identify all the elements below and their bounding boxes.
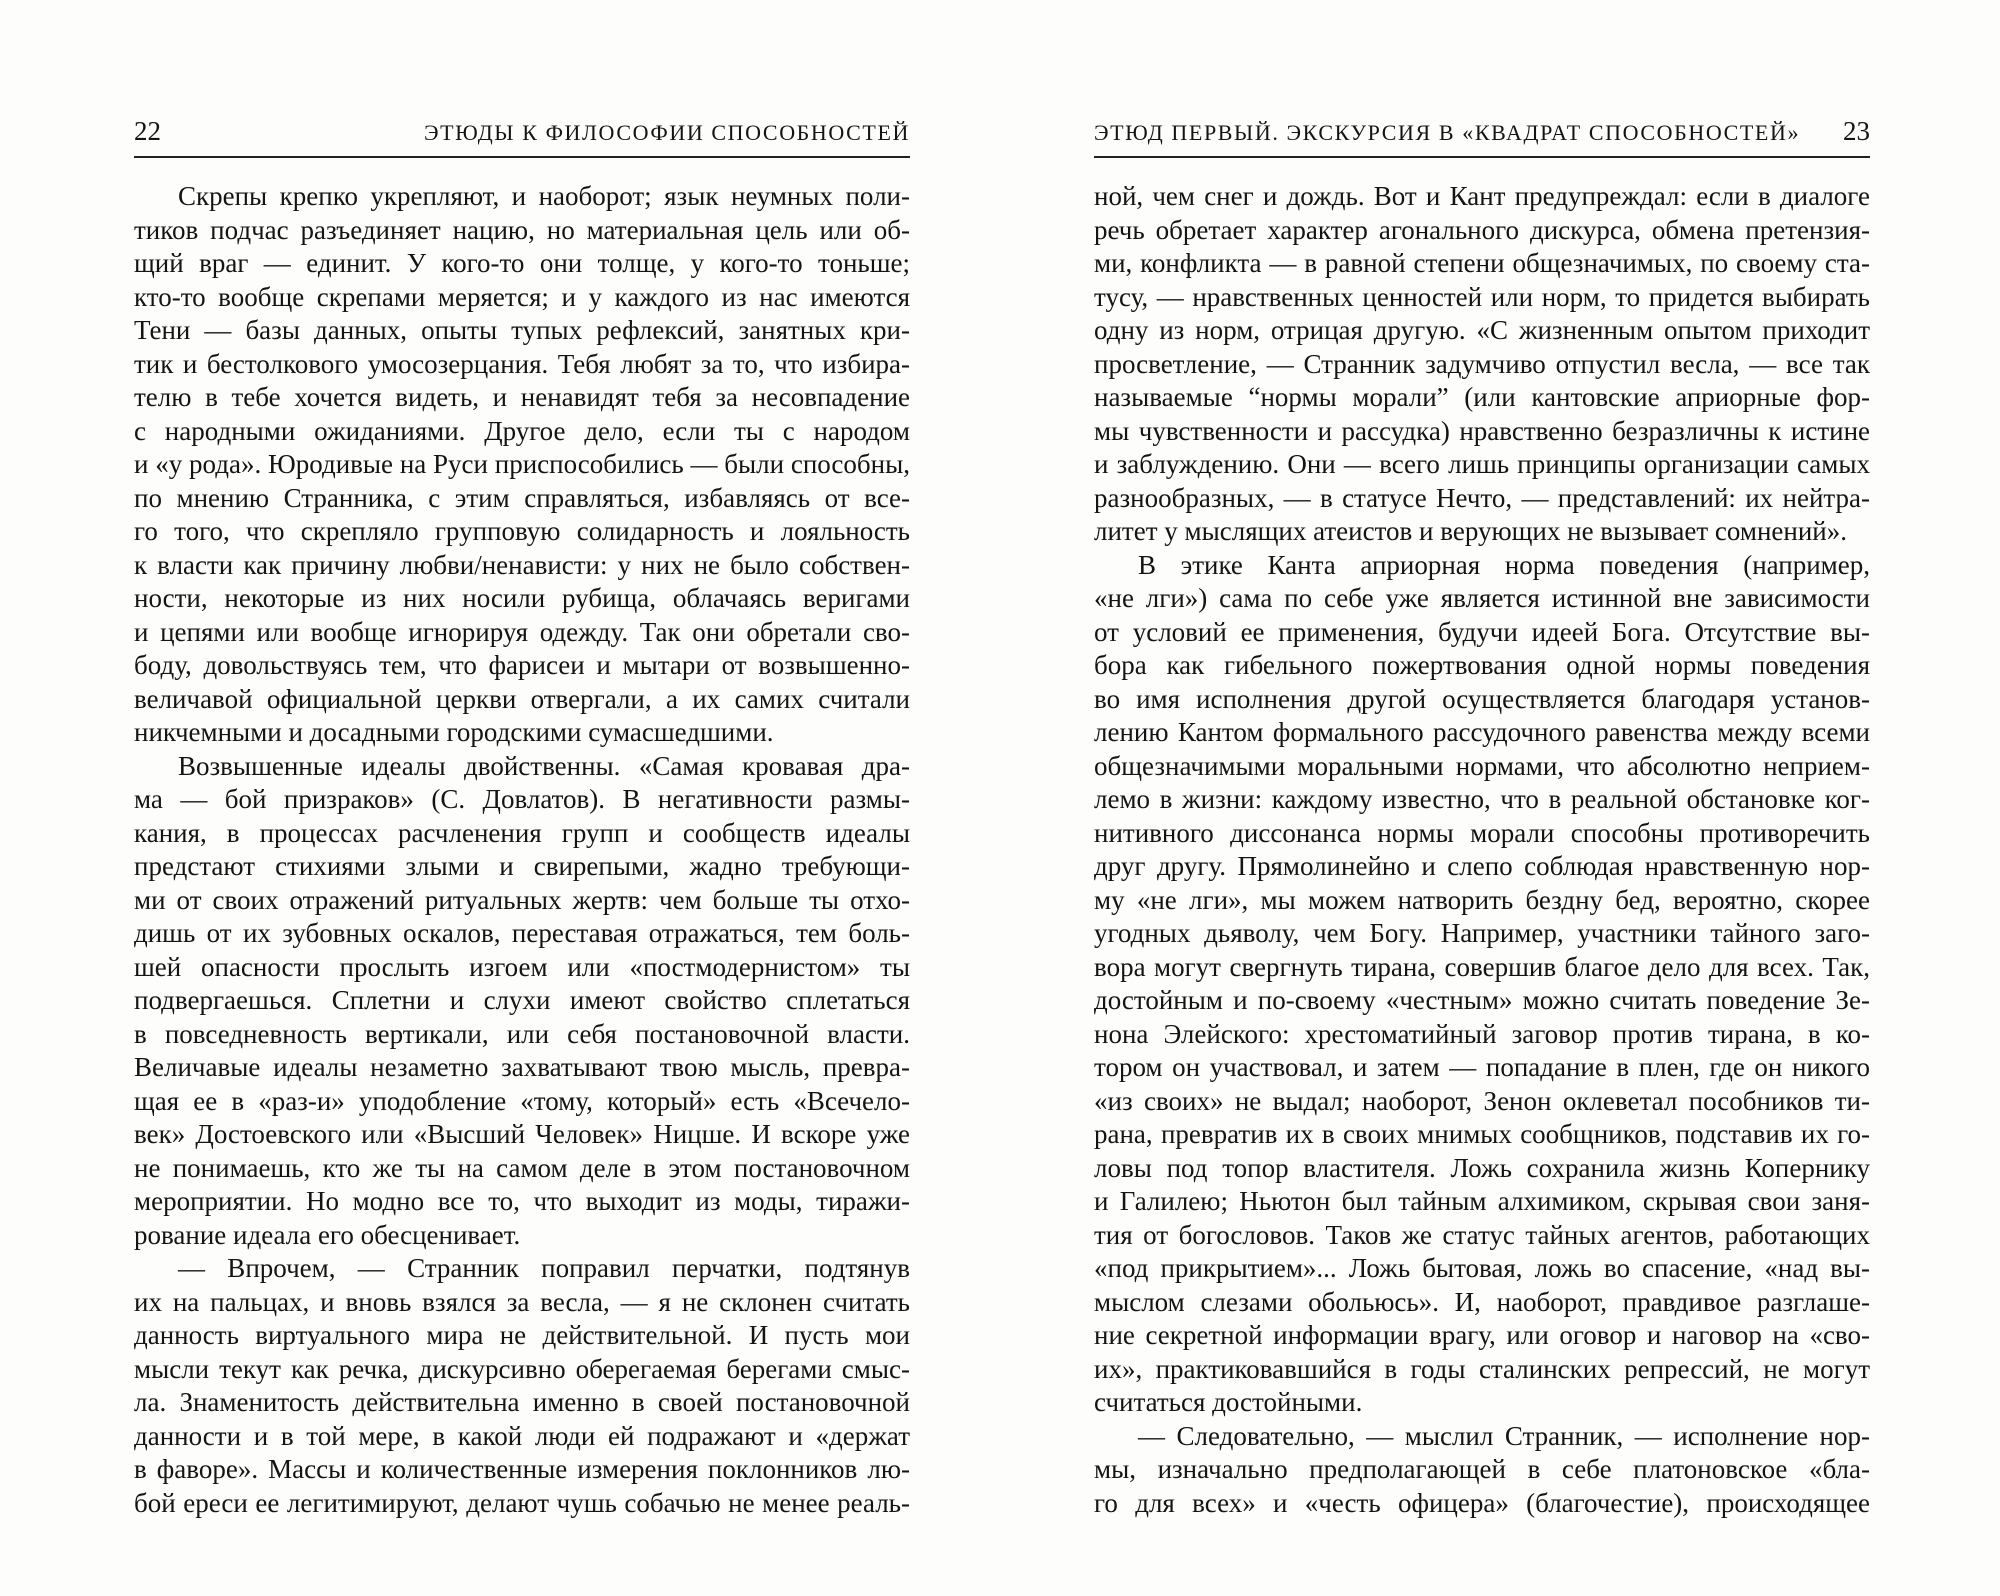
text-line: друг другу. Прямолинейно и слепо соблюдая нравственную нор- <box>1094 851 1870 881</box>
text-line: Величавые идеалы незаметно захватывают твою мысль, превра- <box>134 1052 910 1082</box>
text-line: от условий ее применения, будучи идеей Бога. Отсутствие вы- <box>1094 616 1870 647</box>
text-line: в повседневность вертикали, или себя постановочной власти. <box>134 1018 910 1049</box>
text-line: данности и в той мере, в какой люди ей подражают и «держат <box>134 1420 910 1451</box>
text-line: тик и бестолкового умосозерцания. Тебя любят за то, что избира- <box>134 348 910 379</box>
left-page-body <box>134 180 910 1520</box>
left-running-title: ЭТЮДЫ К ФИЛОСОФИИ СПОСОБНОСТЕЙ <box>423 120 910 145</box>
text-line: ма — бой призраков» (С. Довлатов). В негативности размы- <box>134 784 910 814</box>
text-line: с народными ожиданиями. Другое дело, если ты с народом <box>134 415 910 446</box>
text-line: нона Элейского: хрестоматийный заговор против тирана, в ко- <box>1094 1018 1870 1049</box>
paragraph <box>134 750 910 1253</box>
text-line: во имя исполнения другой осуществляется благодаря установ- <box>1094 683 1870 714</box>
paragraph <box>1094 1420 1870 1521</box>
text-line: «не лги») сама по себе уже является истинной вне зависимости <box>1094 583 1870 613</box>
text-line: мы, изначально предполагающей в себе платоновское «бла- <box>1094 1454 1870 1484</box>
text-line: ние секретной информации врагу, или оговор и наговор на «сво- <box>1094 1320 1870 1350</box>
text-line: подвергаешься. Сплетни и слухи имеют свойство сплетаться <box>134 985 910 1015</box>
text-line: ми, конфликта — в равной степени общезначимых, по своему ста- <box>1094 248 1870 278</box>
text-line: никчемными и досадными городскими сумасшедшими. <box>134 717 774 747</box>
text-line: общезначимыми моральными нормами, что абсолютно неприем- <box>1094 750 1870 781</box>
paragraph <box>134 180 910 750</box>
text-line: мы чувственности и рассудка) нравственно безразличны к истине <box>1094 415 1870 446</box>
text-line: ми от своих отражений ритуальных жертв: чем больше ты отхо- <box>134 884 910 915</box>
paragraph <box>134 1252 910 1520</box>
text-line: го для всех» и «честь офицера» (благочестие), происходящее <box>1094 1487 1870 1518</box>
paragraph <box>1094 549 1870 1420</box>
text-line: мысли текут как речка, дискурсивно оберегаемая берегами смыс- <box>134 1353 910 1384</box>
text-line: угодных дьяволу, чем Богу. Например, участники тайного заго- <box>1094 918 1870 948</box>
text-line: и «у рода». Юродивые на Руси приспособились — были способны, <box>134 449 910 479</box>
text-line: кто-то вообще скрепами меряется; и у каждого из нас имеются <box>134 281 910 312</box>
text-line: просветление, — Странник задумчиво отпустил весла, — все так <box>1094 348 1870 379</box>
text-line: «из своих» не выдал; наоборот, Зенон оклеветал пособников ти- <box>1094 1085 1870 1116</box>
text-line: по мнению Странника, с этим справляться, избавляясь от все- <box>134 482 910 513</box>
text-line: му «не лги», мы можем натворить бездну бед, вероятно, скорее <box>1094 884 1870 915</box>
text-line: величавой официальной церкви отвергали, а их самих считали <box>134 683 910 714</box>
text-line: Скрепы крепко укрепляют, и наоборот; язык неумных поли- <box>178 181 910 211</box>
text-line: ной, чем снег и дождь. Вот и Кант предупреждал: если в диалоге <box>1094 181 1870 211</box>
text-line: Тени — базы данных, опыты тупых рефлексий, занятных кри- <box>134 315 910 345</box>
right-running-title: ЭТЮД ПЕРВЫЙ. ЭКСКУРСИЯ В «КВАДРАТ СПОСОБНОСТЕЙ» <box>1094 120 1801 145</box>
text-line: тия от богословов. Таков же статус тайных агентов, работающих <box>1094 1219 1870 1250</box>
text-line: В этике Канта априорная норма поведения (например, <box>1138 549 1870 580</box>
left-page <box>134 112 910 1582</box>
text-line: кания, в процессах расчленения групп и сообществ идеалы <box>134 817 910 848</box>
text-line: ла. Знаменитость действительна именно в своей постановочной <box>134 1387 910 1417</box>
text-line: тиков подчас разъединяет нацию, но материальная цель или об- <box>134 214 910 245</box>
text-line: го того, что скрепляло групповую солидарность и лояльность <box>134 516 910 546</box>
right-page-number: 23 <box>1843 116 1870 146</box>
text-line: век» Достоевского или «Высший Человек» Ницше. И вскоре уже <box>134 1119 910 1149</box>
text-line: нитивного диссонанса нормы морали способны противоречить <box>1094 817 1870 848</box>
text-line: лемо в жизни: каждому известно, что в реальной обстановке ког- <box>1094 784 1870 814</box>
paragraph <box>1094 180 1870 549</box>
text-line: называемые “нормы морали” (или кантовские априорные фор- <box>1094 382 1870 412</box>
right-page <box>1094 112 1870 1582</box>
text-line: литет у мыслящих атеистов и верующих не вызывает сомнений». <box>1094 516 1847 546</box>
text-line: и заблуждению. Они — всего лишь принципы организации самых <box>1094 449 1870 479</box>
text-line: бора как гибельного пожертвования одной нормы поведения <box>1094 650 1870 680</box>
text-line: дишь от их зубовных оскалов, переставая отражаться, тем боль- <box>134 918 910 948</box>
text-line: тором он участвовал, и затем — попадание в плен, где он никого <box>1094 1052 1870 1082</box>
text-line: разнообразных, — в статусе Нечто, — представлений: их нейтра- <box>1094 482 1870 513</box>
text-line: бой ереси ее легитимируют, делают чушь собачью не менее реаль- <box>134 1487 910 1518</box>
text-line: рование идеала его обесценивает. <box>134 1219 521 1250</box>
text-line: лению Кантом формального рассудочного равенства между всеми <box>1094 717 1870 747</box>
text-line: предстают стихиями злыми и свирепыми, жадно требующи- <box>134 851 910 881</box>
text-line: шей опасности прослыть изгоем или «постмодернистом» ты <box>134 951 910 982</box>
left-page-number: 22 <box>134 116 161 146</box>
text-line: мероприятии. Но модно все то, что выходит из моды, тиражи- <box>134 1186 910 1216</box>
text-line: не понимаешь, кто же ты на самом деле в этом постановочном <box>134 1152 910 1183</box>
text-line: данность виртуального мира не действительной. И пусть мои <box>134 1320 910 1350</box>
text-line: их на пальцах, и вновь взялся за весла, — я не склонен считать <box>134 1286 910 1317</box>
text-line: ности, некоторые из них носили рубища, облачаясь веригами <box>134 583 910 613</box>
text-line: — Следовательно, — мыслил Странник, — исполнение нор- <box>1138 1420 1870 1451</box>
text-line: одну из норм, отрицая другую. «С жизненным опытом приходит <box>1094 315 1870 345</box>
text-line: телю в тебе хочется видеть, и ненавидят тебя за несовпадение <box>134 382 910 412</box>
text-line: к власти как причину любви/ненависти: у них не было собствен- <box>134 549 910 580</box>
text-line: «под прикрытием»... Ложь бытовая, ложь во спасение, «над вы- <box>1094 1253 1870 1283</box>
text-line: Возвышенные идеалы двойственны. «Самая кровавая дра- <box>178 750 910 781</box>
text-line: и цепями или вообще игнорируя одежду. Так они обретали сво- <box>134 616 910 647</box>
text-line: рана, превратив их в своих мнимых сообщников, подставив их го- <box>1094 1119 1870 1149</box>
text-line: и Галилею; Ньютон был тайным алхимиком, скрывая свои заня- <box>1094 1186 1870 1216</box>
text-line: — Впрочем, — Странник поправил перчатки, подтянув <box>178 1253 910 1283</box>
text-line: речь обретает характер агонального дискурса, обмена претензия- <box>1094 214 1870 245</box>
text-line: мыслом слезами обольюсь». И, наоборот, правдивое разглаше- <box>1094 1286 1870 1317</box>
right-page-body <box>1094 180 1870 1520</box>
text-line: боду, довольствуясь тем, что фарисеи и мытари от возвышенно- <box>134 650 910 680</box>
right-running-head <box>1094 112 1870 158</box>
text-line: считаться достойными. <box>1094 1387 1363 1417</box>
text-line: достойным и по-своему «честным» можно считать поведение Зе- <box>1094 985 1870 1015</box>
text-line: в фаворе». Массы и количественные измерения поклонников лю- <box>134 1454 910 1484</box>
text-line: вора могут свергнуть тирана, совершив благое дело для всех. Так, <box>1094 951 1870 982</box>
text-line: тусу, — нравственных ценностей или норм, то придется выбирать <box>1094 281 1870 312</box>
text-line: щая ее в «раз-и» уподобление «тому, который» есть «Всечело- <box>134 1085 910 1116</box>
text-line: щий враг — единит. У кого-то они толще, у кого-то тоньше; <box>134 248 910 278</box>
text-line: их», практиковавшийся в годы сталинских репрессий, не могут <box>1094 1353 1870 1384</box>
text-line: ловы под топор властителя. Ложь сохранила жизнь Копернику <box>1094 1152 1870 1183</box>
left-running-head <box>134 112 910 158</box>
